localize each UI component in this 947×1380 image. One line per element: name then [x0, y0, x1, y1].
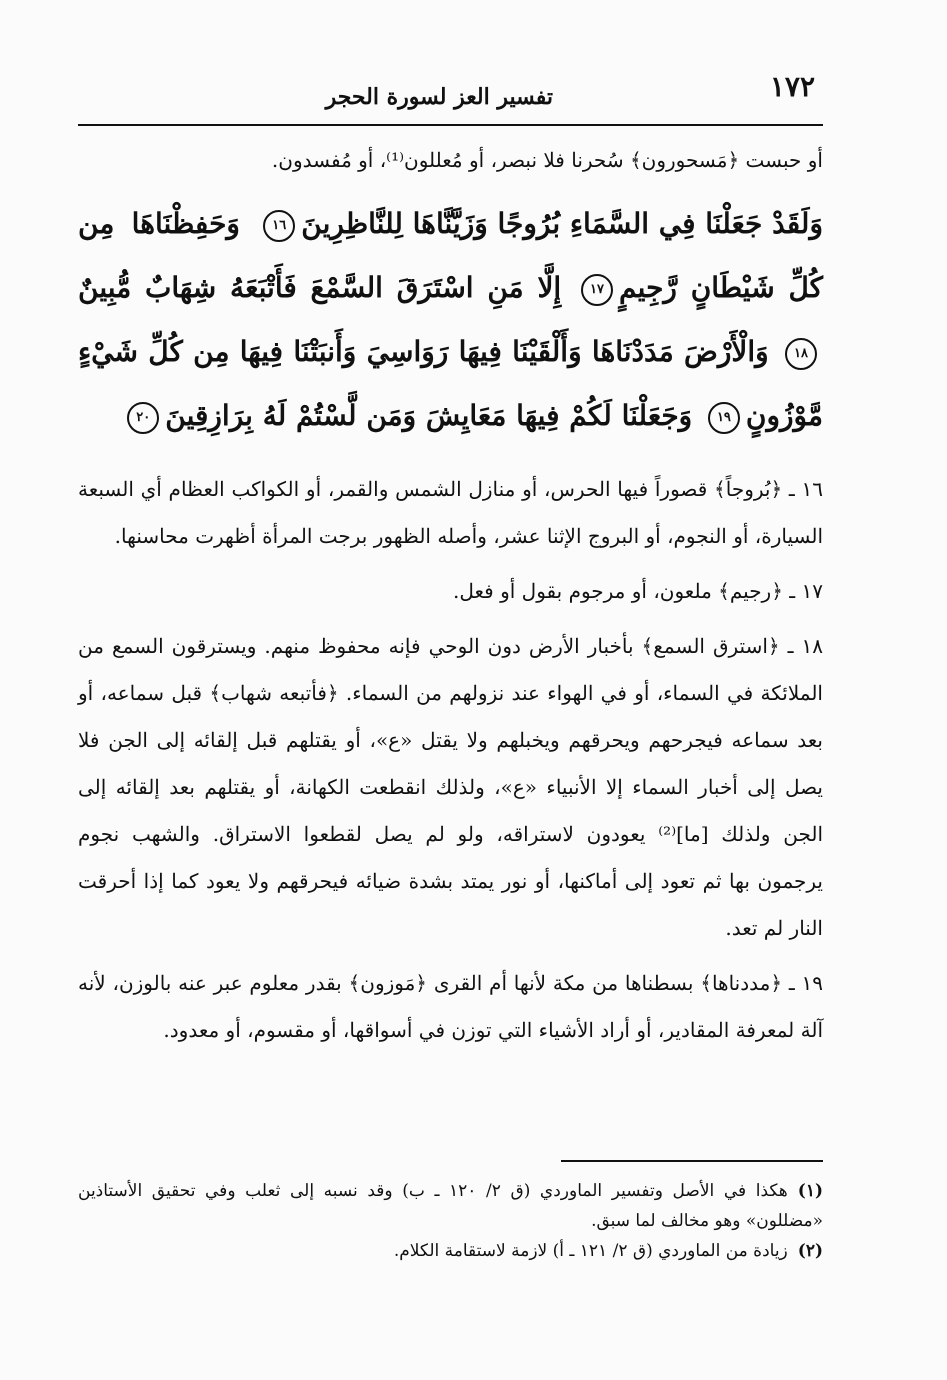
ayah-text: وَجَعَلْنَا لَكُمْ فِيهَا مَعَايِشَ وَمَن لَّسْتُمْ لَهُ بِرَازِقِينَ	[165, 399, 693, 432]
ayah-text: وَالْأَرْضَ مَدَدْنَاهَا وَأَلْقَيْنَا فِيهَا رَوَاسِيَ وَأَنبَتْنَا فِيهَا مِن كُلِّ شَيْءٍ مَّوْزُونٍ	[78, 335, 823, 432]
ayah-number-marker: ١٨	[785, 338, 817, 370]
ayah-number-marker: ١٦	[263, 210, 295, 242]
ayah-number-marker: ١٧	[581, 274, 613, 306]
ayah-text: إِلَّا مَنِ اسْتَرَقَ السَّمْعَ فَأَتْبَعَهُ شِهَابٌ مُّبِينٌ	[78, 271, 562, 304]
running-title: تفسير العز لسورة الحجر	[325, 84, 553, 110]
ayah-text: وَلَقَدْ جَعَلْنَا فِي السَّمَاءِ بُرُوجًا وَزَيَّنَّاهَا لِلنَّاظِرِينَ	[301, 207, 823, 240]
page-number: ١٧٢	[769, 70, 815, 103]
ayah-number-marker: ١٩	[708, 402, 740, 434]
footnote-number: (١)	[797, 1181, 823, 1201]
ayah-20	[121, 399, 692, 432]
footnote-1	[78, 1176, 823, 1236]
ayah-text: وَحَفِظْنَاهَا مِن كُلِّ شَيْطَانٍ رَّجِيمٍ	[78, 207, 824, 304]
footnote-2	[78, 1236, 823, 1266]
footnote-divider	[561, 1160, 823, 1162]
commentary-18: ١٨ ـ ﴿استرق السمع﴾ بأخبار الأرض دون الوحي فإنه محفوظ منهم. ويسترقون السمع من الملائكة في السماء، أو في الهواء عند نزولهم من السماء. ﴿فأتبعه شهاب﴾ قبل سماعه، أو بعد سماعه فيجرحهم ويحرقهم ويخبلهم ولا يقتل «ع»، أو يقتلهم قبل إلقائه إلى الجن فلا يصل إلى أخبار السماء إلا الأنبياء «ع»، ولذلك انقطعت الكهانة، أو يقتلهم بعد إلقائه إلى الجن ولذلك [ما]⁽²⁾ يعودون لاستراقه، ولو لم يصل لقطعوا الاستراق. والشهب نجوم يرجمون بها ثم تعود إلى أماكنها، أو نور يمتد بشدة ضيائه فيحرقهم ولا يعود كما إذا أحرقت النار لم تعد.	[78, 634, 824, 940]
page-body	[78, 138, 823, 1054]
footnote-text: زيادة من الماوردي (ق ٢/ ١٢١ ـ أ) لازمة لاستقامة الكلام.	[393, 1241, 788, 1261]
footnotes	[78, 1160, 823, 1266]
footnote-text: هكذا في الأصل وتفسير الماوردي (ق ٢/ ١٢٠ ـ ب) وقد نسبه إلى ثعلب وفي تحقيق الأستاذين «مضللون» وهو مخالف لما سبق.	[78, 1181, 823, 1231]
intro-paragraph: أو حبست ﴿مَسحورون﴾ سُحرنا فلا نبصر، أو مُعللون⁽¹⁾، أو مُفسدون.	[271, 148, 823, 172]
commentary-16: ١٦ ـ ﴿بُروجاً﴾ قصوراً فيها الحرس، أو منازل الشمس والقمر، أو الكواكب العظام أي السبعة السيارة، أو النجوم، أو البروج الإثنا عشر، وأصله الظهور برجت المرأة أظهرت محاسنها.	[78, 477, 823, 548]
ayah-16	[257, 192, 823, 256]
footnote-number: (٢)	[797, 1241, 823, 1261]
page-header	[78, 66, 823, 126]
commentary-17: ١٧ ـ ﴿رجيم﴾ ملعون، أو مرجوم بقول أو فعل.	[453, 579, 823, 603]
quran-passage	[78, 192, 823, 448]
ayah-number-marker: ٢٠	[127, 402, 159, 434]
commentary-19: ١٩ ـ ﴿مددناها﴾ بسطناها من مكة لأنها أم القرى ﴿مَوزون﴾ بقدر معلوم عبر عنه بالوزن، لأنه آلة لمعرفة المقادير، أو أراد الأشياء التي توزن في أسواقها، أو مقسوم، أو معدود.	[78, 971, 823, 1042]
